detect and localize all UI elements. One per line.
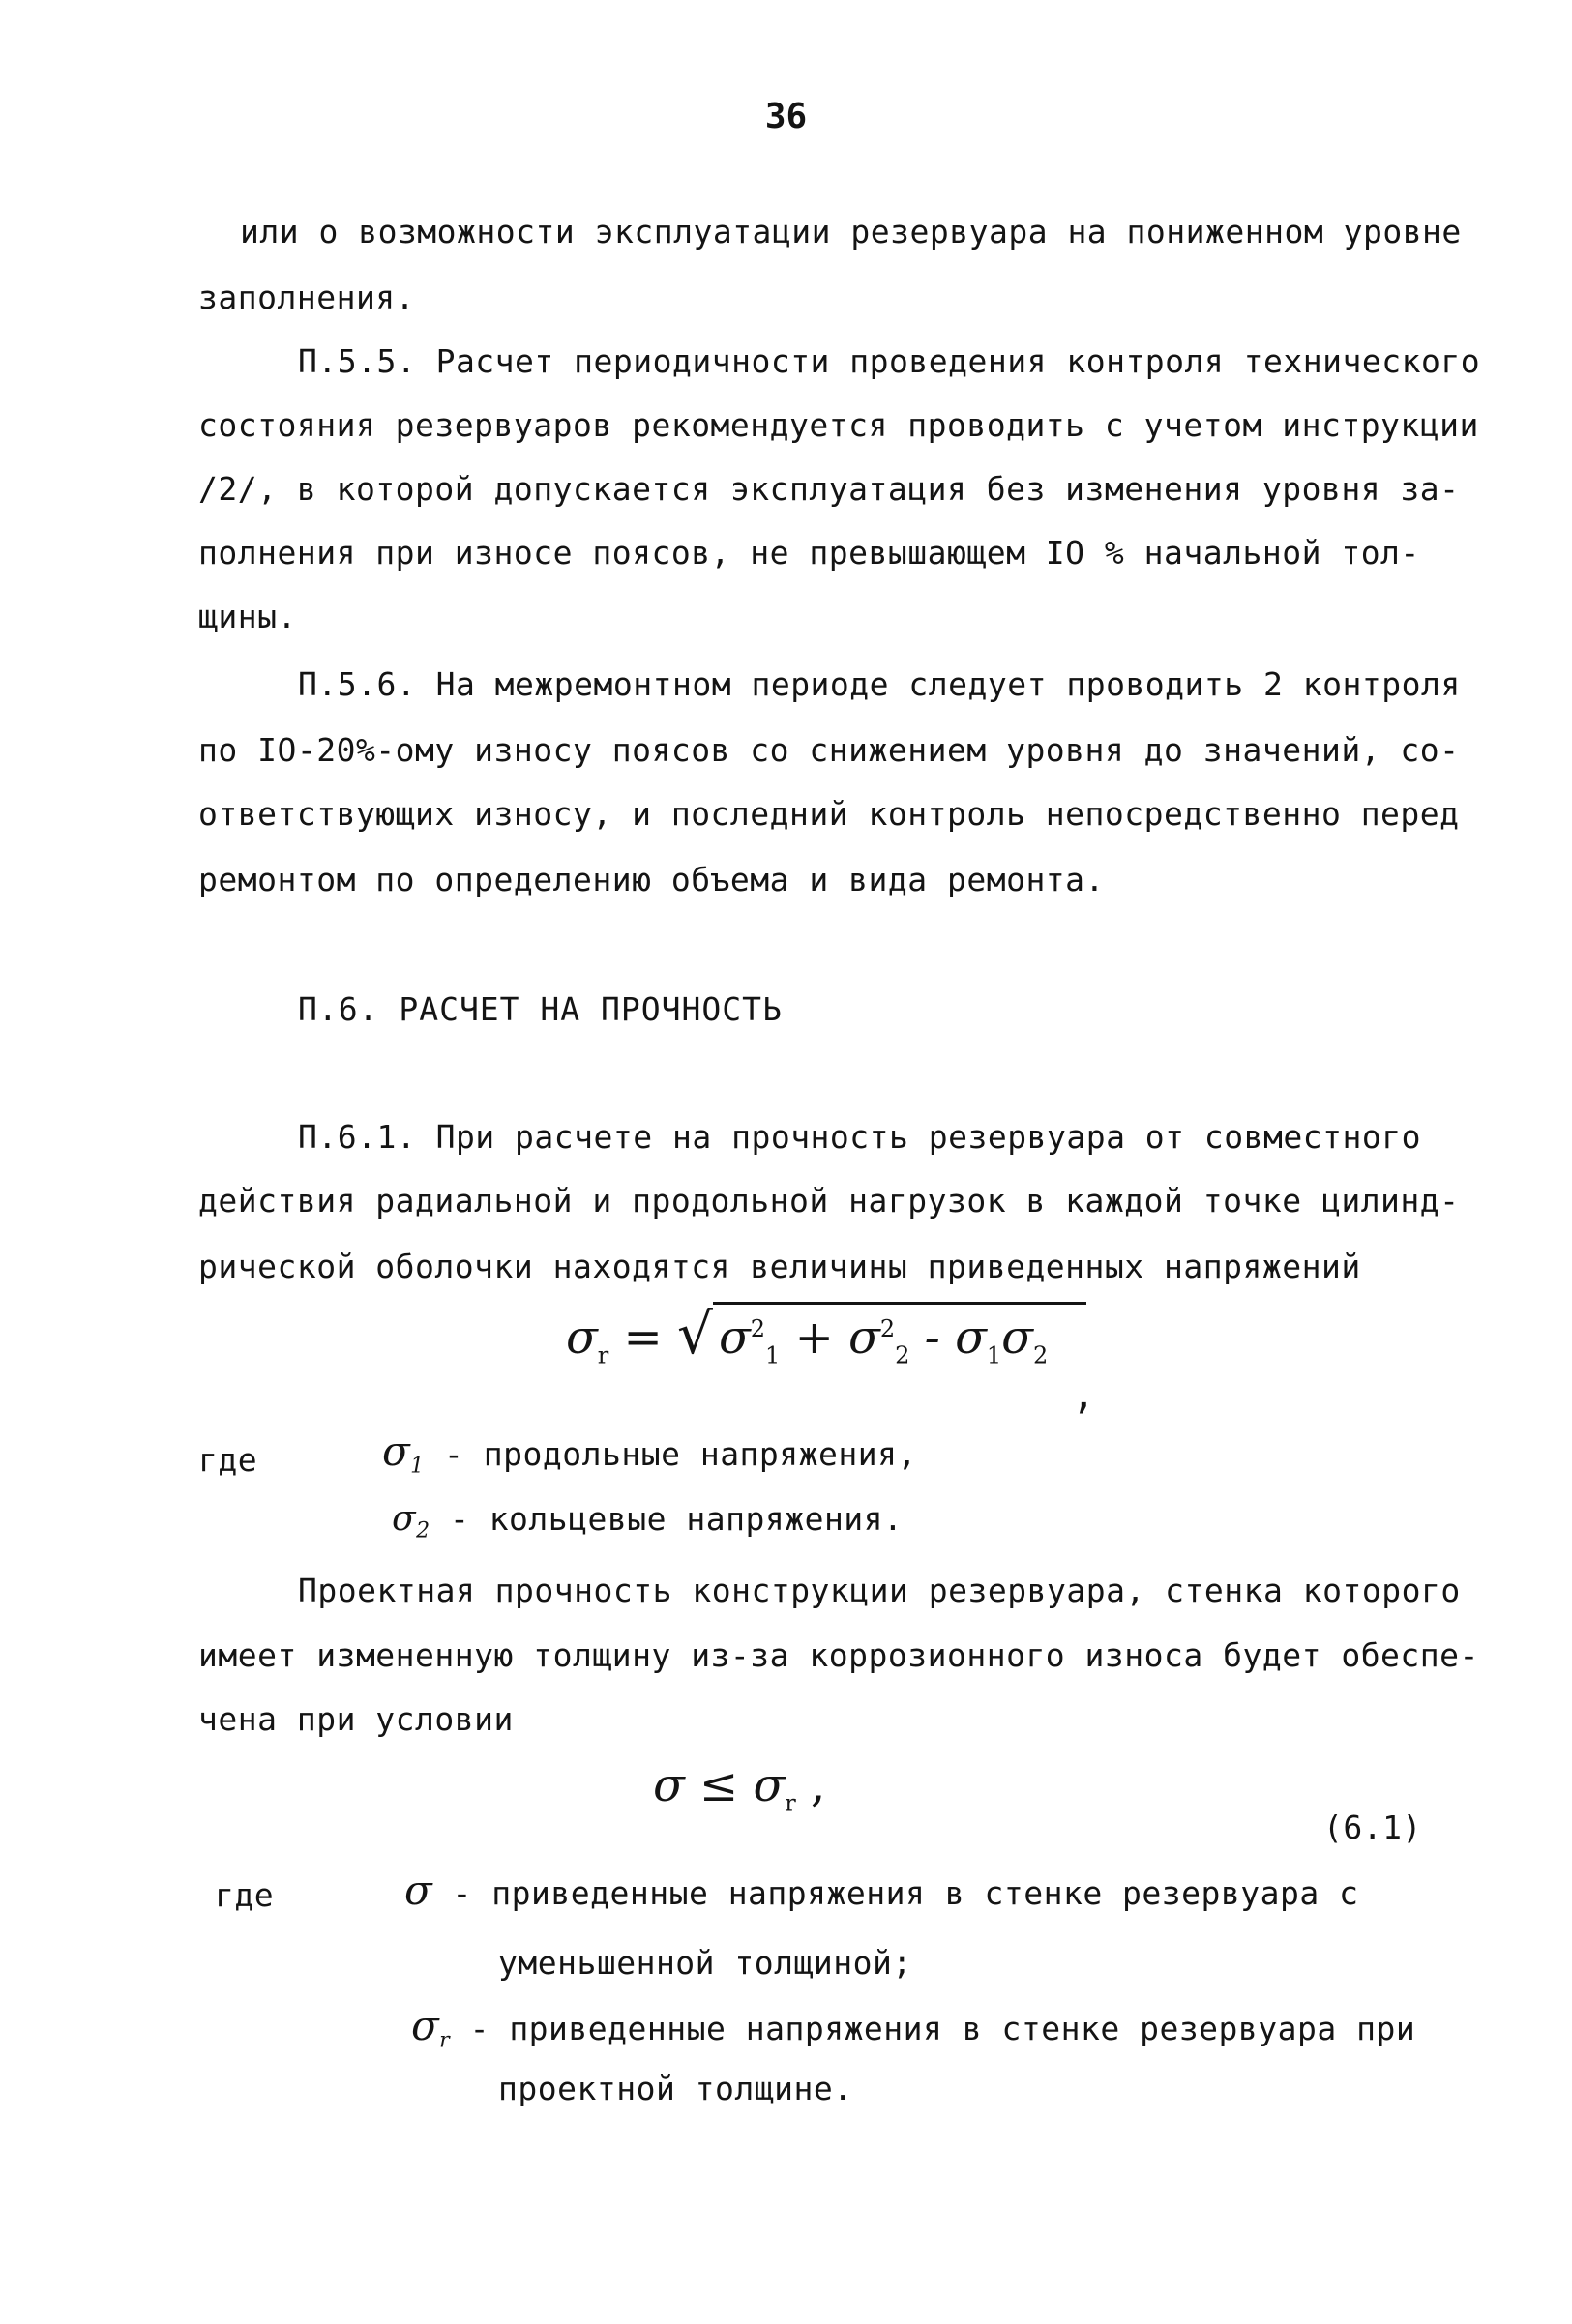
p3-line4: ремонтом по определению объема и вида ремонта.: [198, 861, 1105, 898]
p2-line1: П.5.5. Расчет периодичности проведения контроля технического: [298, 342, 1481, 380]
where1-item1: [382, 1427, 917, 1479]
p2-line4: полнения при износе поясов, не превышающем IO % начальной тол-: [198, 534, 1420, 572]
formula-strength-condition: [653, 1758, 825, 1817]
section-heading: П.6. РАСЧЕТ НА ПРОЧНОСТЬ: [298, 990, 783, 1028]
where2-item2-symbol: σ: [411, 2002, 440, 2049]
formula2-rhs: σ: [753, 1758, 786, 1812]
formula1-term1-sup: 2: [750, 1315, 766, 1342]
where1-item1-text: - продольные напряжения,: [444, 1435, 917, 1473]
p5-line1: Проектная прочность конструкции резервуара, стенка которого: [298, 1572, 1461, 1609]
p4-line2: действия радиальной и продольной нагрузок в каждой точке цилинд-: [198, 1182, 1460, 1220]
p1-line1-text: или о возможности эксплуатации резервуара на пониженном уровне: [240, 213, 1462, 250]
formula1-term1-sub: 1: [765, 1341, 781, 1369]
where2-word: где: [215, 1876, 275, 1914]
where2-item2-line2: проектной толщине.: [498, 2070, 853, 2107]
p3-line1: П.5.6. На межремонтном периоде следует проводить 2 контроля: [298, 665, 1461, 703]
where1-item2: [392, 1499, 903, 1544]
formula1-trailing-comma: ,: [1072, 1373, 1096, 1418]
formula1-radicand: [713, 1302, 1086, 1369]
p2-line3: /2/, в которой допускается эксплуатация без изменения уровня за-: [198, 470, 1460, 508]
equation-number: (6.1): [1323, 1809, 1422, 1846]
where2-item1: [404, 1867, 1358, 1914]
formula2-comma: ,: [811, 1758, 826, 1812]
p1-line1: [240, 213, 1462, 250]
formula1-lhs: σ: [566, 1310, 598, 1365]
formula2-operator: ≤: [699, 1758, 739, 1812]
formula1-minus: -: [924, 1310, 940, 1365]
where1-item2-text: - кольцевые напряжения.: [449, 1500, 904, 1538]
where2-item2: [411, 2002, 1415, 2053]
where1-word: где: [198, 1441, 258, 1479]
formula1-term3-sub: 1: [986, 1341, 1002, 1369]
where1-item2-sub: 2: [416, 1518, 430, 1544]
page-number: 36: [764, 97, 808, 136]
formula1-term2: σ: [848, 1310, 880, 1365]
p3-line2: по IO-20%-ому износу поясов со снижением уровня до значений, со-: [198, 731, 1460, 769]
formula1-term4-sub: 2: [1032, 1341, 1049, 1369]
formula1-lhs-sub: r: [597, 1341, 609, 1369]
where2-item1-line1: - приведенные напряжения в стенке резервуара с: [452, 1874, 1359, 1912]
where2-item2-line1: - приведенные напряжения в стенке резервуара при: [469, 2010, 1416, 2047]
p4-line3: рической оболочки находятся величины приведенных напряжений: [198, 1248, 1361, 1285]
formula1-term4: σ: [1001, 1310, 1033, 1365]
p3-line3: ответствующих износу, и последний контроль непосредственно перед: [198, 795, 1460, 833]
formula2-lhs: σ: [653, 1758, 685, 1812]
where2-item2-sub: r: [439, 2028, 451, 2053]
formula1-term3: σ: [955, 1310, 987, 1365]
formula1-plus: +: [794, 1310, 834, 1365]
where2-item1-line2: уменьшенной толщиной;: [498, 1944, 912, 1982]
p5-line3: чена при условии: [198, 1700, 514, 1738]
where1-item1-symbol: σ: [382, 1427, 411, 1475]
p5-line2: имеет измененную толщину из-за коррозионного износа будет обеспе-: [198, 1636, 1479, 1674]
formula1-term2-sub: 2: [895, 1341, 910, 1369]
where2-item1-symbol: σ: [404, 1867, 433, 1914]
sqrt-icon: √: [677, 1301, 713, 1367]
formula1-equals: =: [623, 1310, 663, 1365]
where1-item2-symbol: σ: [392, 1499, 417, 1539]
formula1-term1: σ: [718, 1310, 751, 1365]
p1-line2: заполнения.: [198, 279, 416, 316]
p2-line5: щины.: [198, 598, 297, 635]
p2-line2: состояния резервуаров рекомендуется проводить с учетом инструкции: [198, 406, 1479, 444]
formula-reduced-stress: [566, 1301, 1086, 1369]
where1-item1-sub: 1: [410, 1454, 425, 1479]
p4-line1: П.6.1. При расчете на прочность резервуара от совместного: [298, 1118, 1421, 1156]
formula1-term2-sup: 2: [879, 1315, 896, 1342]
formula2-rhs-sub: r: [785, 1789, 796, 1817]
